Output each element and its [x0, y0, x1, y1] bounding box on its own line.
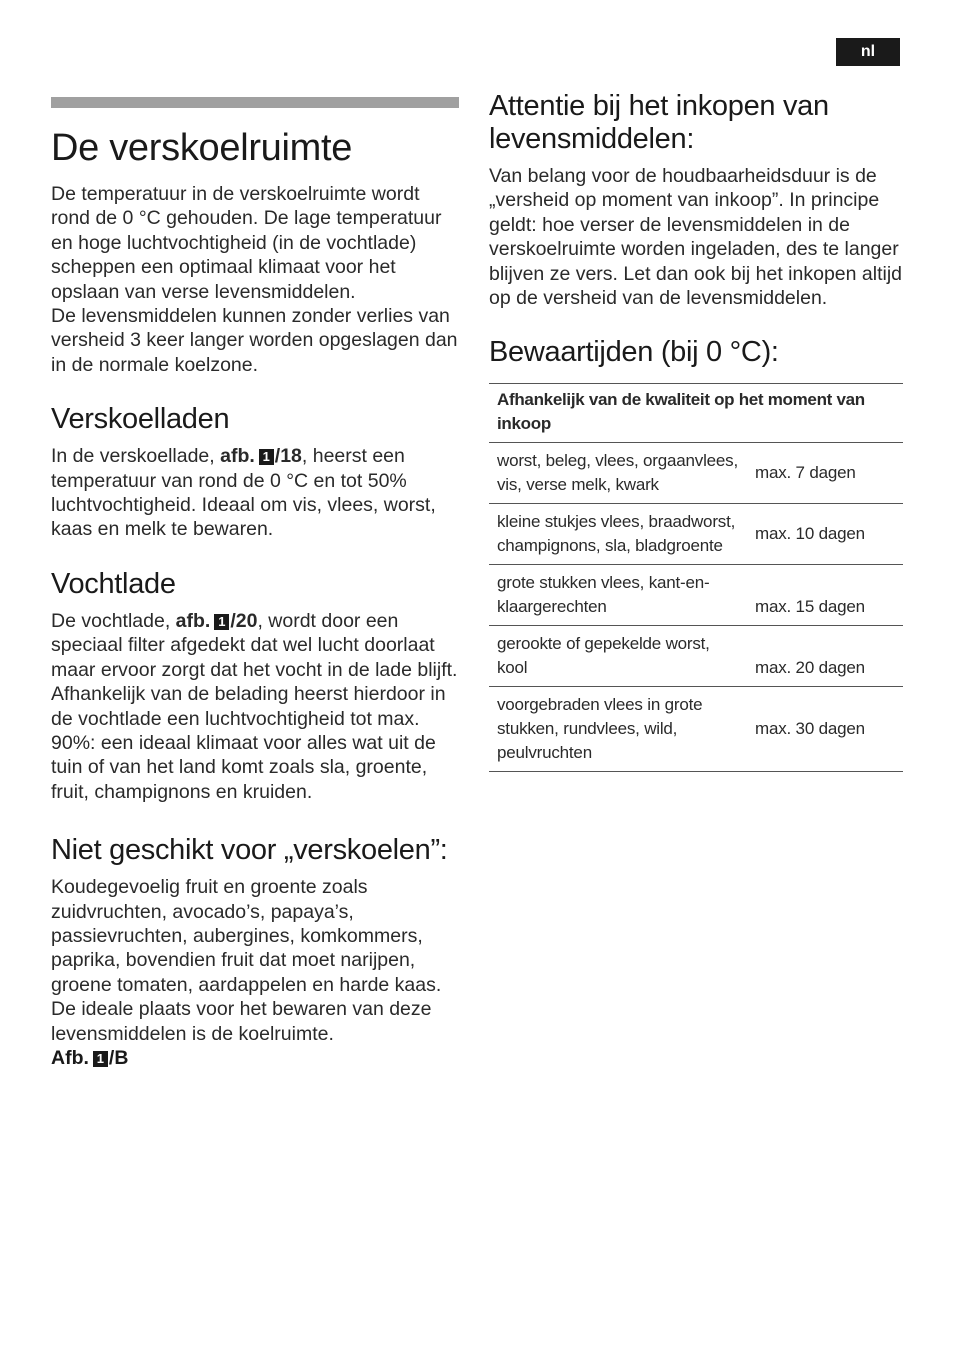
table-cell-time: max. 20 dagen	[747, 626, 903, 687]
table-row	[489, 687, 903, 772]
section-heading-attentie: Attentie bij het inkopen van levensmiddelen:	[489, 90, 829, 155]
table-row	[489, 565, 903, 626]
attentie-text: Van belang voor de houdbaarheidsduur is de „versheid op moment van inkoop”. In principe geldt: hoe verser de levensmiddelen in de verskoelruimte worden ingeladen, des te langer blijven ze vers. Let dan ook bij het inkopen altijd op de versheid van de levensmiddelen.	[489, 165, 903, 310]
vochtlade-text	[51, 609, 461, 804]
table-row	[489, 443, 903, 504]
section-heading-niet-geschikt: Niet geschikt voor „verskoelen”:	[51, 834, 448, 867]
figure-number-box: 1	[214, 614, 229, 630]
figure-reference	[51, 1046, 461, 1070]
figure-number-box: 1	[93, 1051, 108, 1067]
table-header-row	[489, 384, 903, 443]
language-tag: nl	[836, 38, 900, 66]
vochtlade-text-pre: De vochtlade,	[51, 609, 176, 632]
table-cell-time: max. 15 dagen	[747, 565, 903, 626]
figure-ref-afb: Afb.	[51, 1046, 89, 1069]
table-cell-food: worst, beleg, vlees, orgaanvlees, vis, verse melk, kwark	[489, 443, 747, 504]
section-heading-bewaartijden: Bewaartijden (bij 0 °C):	[489, 336, 779, 369]
verskoelladen-text-post: , heerst een temperatuur van rond de 0 °C en tot 50% luchtvochtigheid. Ideaal om vis, vlees, worst, kaas en melk te bewaren.	[51, 445, 436, 541]
intro-paragraph-2: De levensmiddelen kunnen zonder verlies van versheid 3 keer langer worden opgeslagen dan in de normale koelzone.	[51, 305, 458, 376]
table-cell-time: max. 30 dagen	[747, 687, 903, 772]
vochtlade-text-post: , wordt door een speciaal filter afgedekt dat wel lucht doorlaat maar ervoor zorgt dat het vocht in de lade blijft. Afhankelijk van de belading heerst hierdoor in de vochtlade een luchtvochtigheid tot max. 90%: een ideaal klimaat voor alles wat uit de tuin of van het land komt zoals sla, groente, fruit, champignons en kruiden.	[51, 609, 458, 803]
figure-ref-item: /20	[230, 609, 258, 632]
verskoelladen-text-pre: In de verskoellade,	[51, 445, 221, 468]
section-niet-geschikt	[51, 834, 461, 1070]
figure-ref-item: /B	[108, 1046, 129, 1069]
table-row	[489, 504, 903, 565]
title-rule	[51, 97, 459, 108]
right-column	[489, 90, 903, 772]
left-column	[51, 97, 461, 1070]
table-cell-food: gerookte of gepekelde worst, kool	[489, 626, 747, 687]
table-row	[489, 626, 903, 687]
figure-ref-afb: afb.	[175, 609, 211, 632]
figure-ref-afb: afb.	[220, 445, 255, 468]
figure-number-box: 1	[259, 449, 274, 465]
storage-times-table	[489, 383, 903, 772]
page-title: De verskoelruimte	[51, 127, 353, 169]
section-heading-vochtlade: Vochtlade	[51, 567, 176, 600]
table-cell-food: grote stukken vlees, kant-en-klaargerechten	[489, 565, 747, 626]
intro-paragraph-1: De temperatuur in de verskoelruimte wordt rond de 0 °C gehouden. De lage temperatuur en hoge luchtvochtigheid (in de vochtlade) scheppen een optimaal klimaat voor het opslaan van verse levensmiddelen.	[51, 183, 442, 303]
table-cell-food: voorgebraden vlees in grote stukken, rundvlees, wild, peulvruchten	[489, 687, 747, 772]
section-vochtlade	[51, 568, 461, 804]
section-verskoelladen	[51, 403, 461, 542]
table-cell-time: max. 7 dagen	[747, 443, 903, 504]
table-header: Afhankelijk van de kwaliteit op het moment van inkoop	[489, 384, 903, 443]
table-cell-time: max. 10 dagen	[747, 504, 903, 565]
verskoelladen-text	[51, 444, 461, 542]
section-heading-verskoelladen: Verskoelladen	[51, 403, 230, 436]
niet-geschikt-text: Koudegevoelig fruit en groente zoals zuidvruchten, avocado’s, papaya’s, passievruchten, aubergines, komkommers, paprika, bovendien fruit dat moet narijpen, groene tomaten, aardappelen en harde kaas. De ideale plaats voor het bewaren van deze levensmiddelen is de koelruimte.	[51, 876, 442, 1045]
figure-ref-item: /18	[274, 445, 302, 468]
table-cell-food: kleine stukjes vlees, braadworst, champignons, sla, bladgroente	[489, 504, 747, 565]
